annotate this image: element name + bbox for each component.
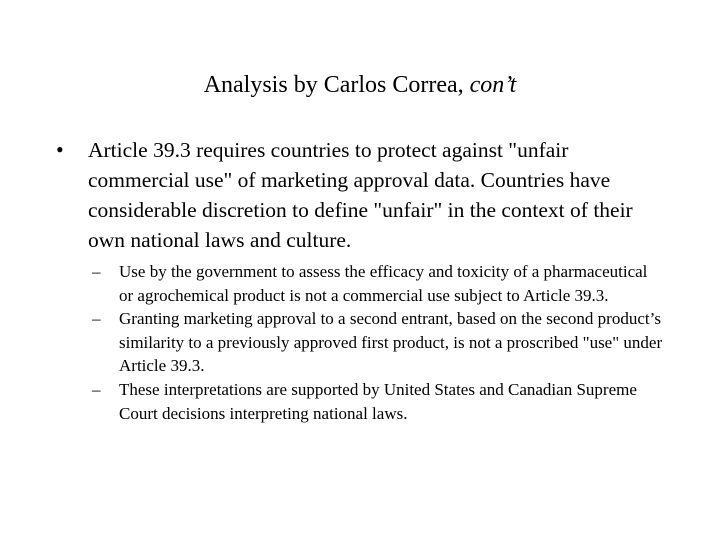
dash-marker: –: [92, 379, 101, 399]
main-bullet-text: Article 39.3 requires countries to protect against "unfair commercial use" of marketing approval data. Countries have considerable discretion to define "unfair" in the context of their own national laws and culture.: [88, 138, 633, 252]
dash-marker: –: [92, 262, 101, 281]
sub-bullet-item: [92, 378, 692, 425]
slide-title-italic: con’t: [469, 72, 517, 98]
sub-bullet-text: These interpretations are supported by United States and Canadian Supreme Court decisions interpreting national laws.: [119, 379, 637, 423]
slide-title: [0, 70, 720, 100]
sub-bullet-text: Use by the government to assess the efficacy and toxicity of a pharmaceutical or agrochemical product is not a commercial use subject to Article 39.3.: [119, 262, 648, 305]
sub-bullet-text: Granting marketing approval to a second entrant, based on the second product’s similarity to a previously approved first product, is not a proscribed "use" under Article 39.3.: [119, 309, 663, 376]
sub-bullet-item: [92, 307, 692, 378]
dash-marker: –: [92, 309, 101, 329]
sub-bullet-list: [92, 260, 692, 425]
sub-bullet-item: [92, 260, 692, 307]
main-bullet: [56, 135, 676, 255]
bullet-marker: •: [56, 137, 64, 162]
slide-title-main: Analysis by Carlos Correa,: [203, 72, 470, 98]
